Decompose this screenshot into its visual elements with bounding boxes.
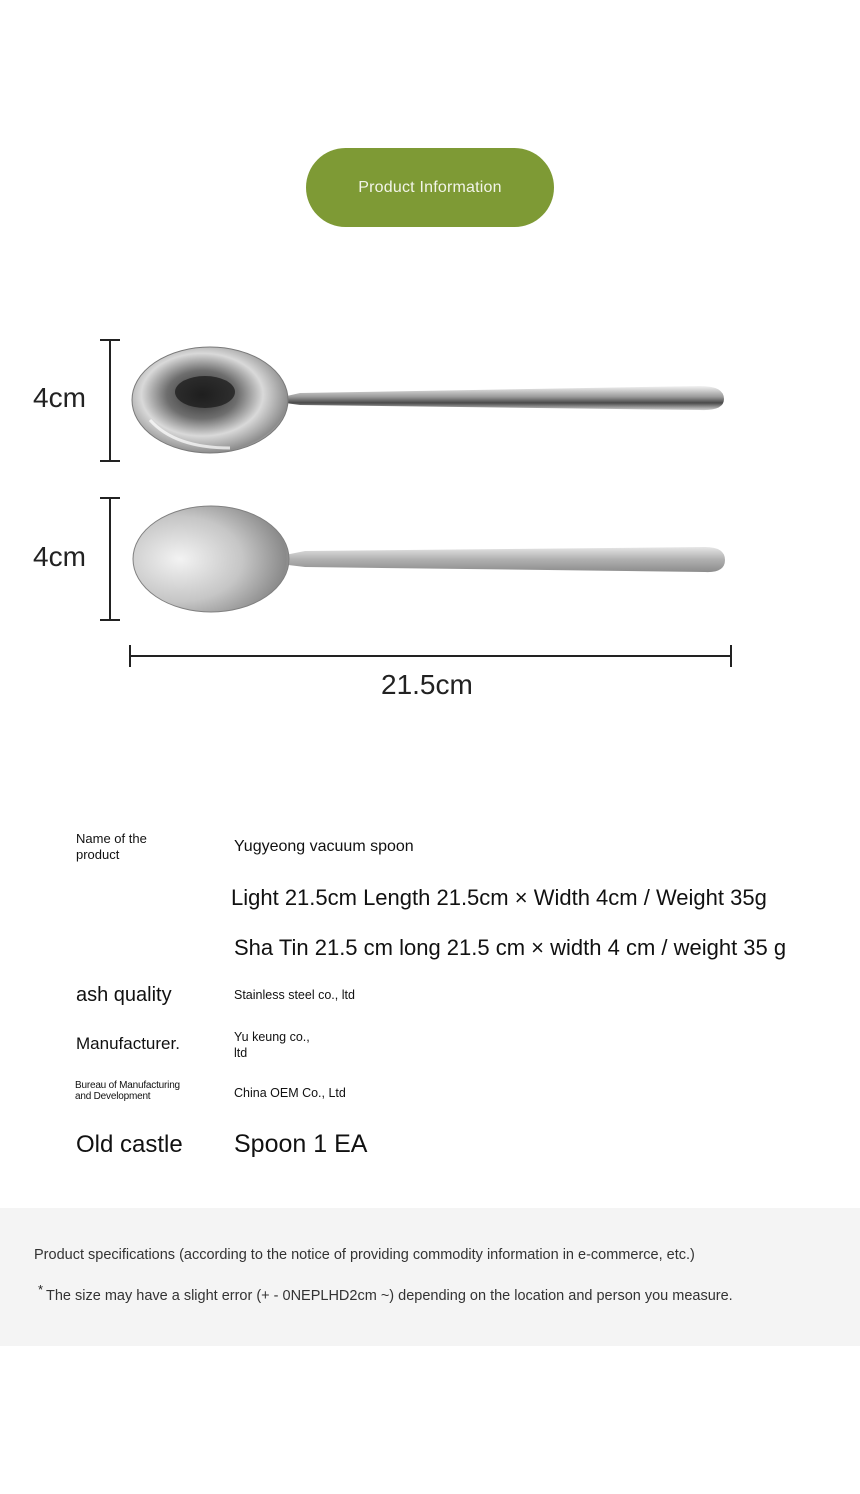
spec-label-contents: Old castle xyxy=(76,1131,183,1158)
spoon-dimension-illustration xyxy=(0,0,860,720)
footer-title: Product specifications (according to the notice of providing commodity information in e-commerce, etc.) xyxy=(34,1247,695,1263)
height-marker-2 xyxy=(100,498,120,620)
footer-notice xyxy=(0,1208,860,1346)
badge-label: Product Information xyxy=(358,178,502,196)
spec-label-bureau: Bureau of Manufacturing and Development xyxy=(75,1080,180,1102)
length-label: 21.5cm xyxy=(381,669,473,700)
spec-value-contents: Spoon 1 EA xyxy=(234,1130,368,1158)
spoon1-height-label: 4cm xyxy=(33,382,86,413)
glossy-spoon xyxy=(132,347,724,453)
spec-value-manufacturer: Yu keung co., ltd xyxy=(234,1030,310,1060)
matte-spoon xyxy=(133,506,725,612)
footer-star: * xyxy=(38,1282,44,1297)
spec-label-name: Name of the product xyxy=(76,831,147,862)
spec-value-size-2: Sha Tin 21.5 cm long 21.5 cm × width 4 cm / weight 35 g xyxy=(234,935,787,960)
spoon2-height-label: 4cm xyxy=(33,541,86,572)
spec-label-manufacturer: Manufacturer. xyxy=(76,1034,180,1053)
spec-value-name: Yugyeong vacuum spoon xyxy=(234,838,414,855)
footer-note: The size may have a slight error (+ - 0NEPLHD2cm ~) depending on the location and person you measure. xyxy=(46,1288,733,1304)
length-marker xyxy=(130,645,731,667)
spec-value-size-1: Light 21.5cm Length 21.5cm × Width 4cm / Weight 35g xyxy=(231,885,767,910)
spec-label-material: ash quality xyxy=(76,984,172,1006)
spec-value-bureau: China OEM Co., Ltd xyxy=(234,1086,346,1100)
height-marker-1 xyxy=(100,340,120,461)
spec-value-material: Stainless steel co., ltd xyxy=(234,988,355,1002)
